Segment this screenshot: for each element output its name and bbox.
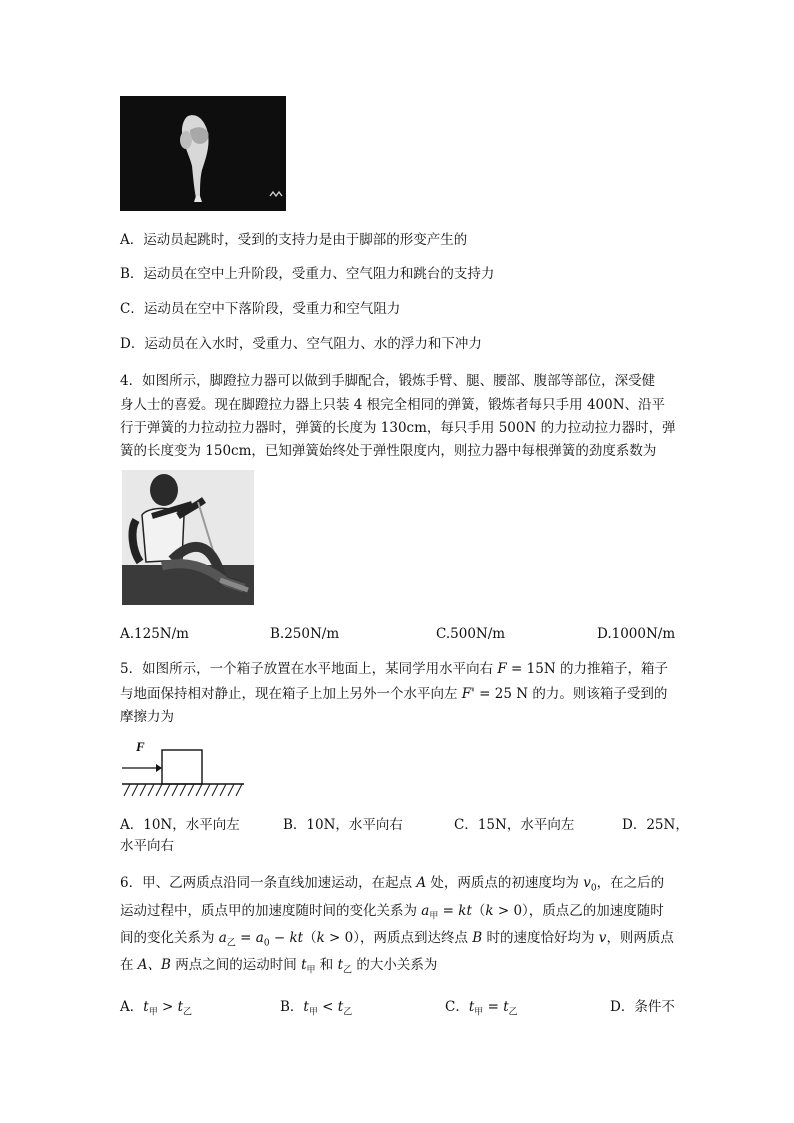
force-label: F <box>136 739 145 754</box>
q6-stem-line-1: 6．甲、乙两质点沿同一条直线加速运动，在起点 A 处，两质点的初速度均为 $v_0$，在之后的 <box>120 875 665 894</box>
q3-option-b: B．运动员在空中上升阶段，受重力、空气阻力和跳台的支持力 <box>120 266 495 282</box>
q3-option-c: C．运动员在空中下落阶段，受重力和空气阻力 <box>120 301 401 317</box>
q4-stem-line-2: 身人士的喜爱。现在脚蹬拉力器上只装 4 根完全相同的弹簧，锻炼者每只手用 400N、沿平 <box>120 397 666 413</box>
q4-option-d: D.1000N/m <box>597 626 676 642</box>
q5-stem-line-3: 摩擦力为 <box>120 709 174 725</box>
q6-stem-line-4: 在 A、B 两点之间的运动时间 $t_甲$ 和 $t_乙$ 的大小关系为 <box>120 957 438 976</box>
q6-stem-line-3: 间的变化关系为 $a_乙 = a_0 - kt(k > 0)$，两质点到达终点 B 时的速度恰好均为 v，则两质点 <box>120 930 674 949</box>
ground-hatch <box>124 784 242 796</box>
box <box>162 750 202 784</box>
q6-option-d: D．条件不 <box>610 999 675 1015</box>
q3-option-a: A．运动员起跳时，受到的支持力是由于脚部的形变产生的 <box>120 232 468 248</box>
force-f-prime-symbol: F <box>461 686 472 702</box>
q5-option-d-wrap: 水平向右 <box>120 838 174 854</box>
q6-stem-line-2: 运动过程中，质点甲的加速度随时间的变化关系为 $a_甲 = kt(k > 0)$，质点乙的加速度随时 <box>120 903 664 922</box>
q5-option-d: D．25N， <box>622 817 689 833</box>
q3-option-d: D．运动员在入水时，受重力、空气阻力、水的浮力和下冲力 <box>120 336 482 352</box>
q4-option-a: A.125N/m <box>120 626 189 642</box>
force-arrow-head-icon <box>156 764 162 772</box>
q4-stem-line-4: 簧的长度变为 150cm，已知弹簧始终处于弹性限度内，则拉力器中每根弹簧的劲度系数为 <box>120 443 657 459</box>
q4-stem-line-1: 4．如图所示，脚蹬拉力器可以做到手脚配合，锻炼手臂、腿、腰部、腹部等部位，深受健 <box>120 373 656 389</box>
box-diagram <box>120 738 250 800</box>
diver-photo <box>120 96 286 211</box>
q5-stem-line-1: 5．如图所示，一个箱子放置在水平地面上，某同学用水平向右 F = 15N 的力推箱子，箱子 <box>120 661 668 677</box>
q5-option-b: B．10N，水平向右 <box>283 817 403 833</box>
person-exercise-icon <box>122 470 254 605</box>
diver-figure-icon <box>120 96 286 211</box>
q5-stem-line-2: 与地面保持相对静止，现在箱子上加上另外一个水平向左 F' = 25 N 的力。则该箱子受到的 <box>120 686 668 702</box>
q5-option-a: A．10N，水平向左 <box>120 817 240 833</box>
q6-option-c: C．$t_甲 = t_乙$ <box>445 999 518 1018</box>
force-f-symbol: F <box>497 661 507 677</box>
q5-option-c: C．15N，水平向左 <box>454 817 575 833</box>
exercise-photo <box>122 470 254 605</box>
q4-option-b: B.250N/m <box>270 626 340 642</box>
q4-option-c: C.500N/m <box>436 626 506 642</box>
q4-stem-line-3: 行于弹簧的力拉动拉力器时，弹簧的长度为 130cm，每只手用 500N 的力拉动拉力器时，弹 <box>120 420 676 436</box>
q6-option-b: B．$t_甲 < t_乙$ <box>280 999 353 1018</box>
q6-option-a: A．$t_甲 > t_乙$ <box>120 999 193 1018</box>
